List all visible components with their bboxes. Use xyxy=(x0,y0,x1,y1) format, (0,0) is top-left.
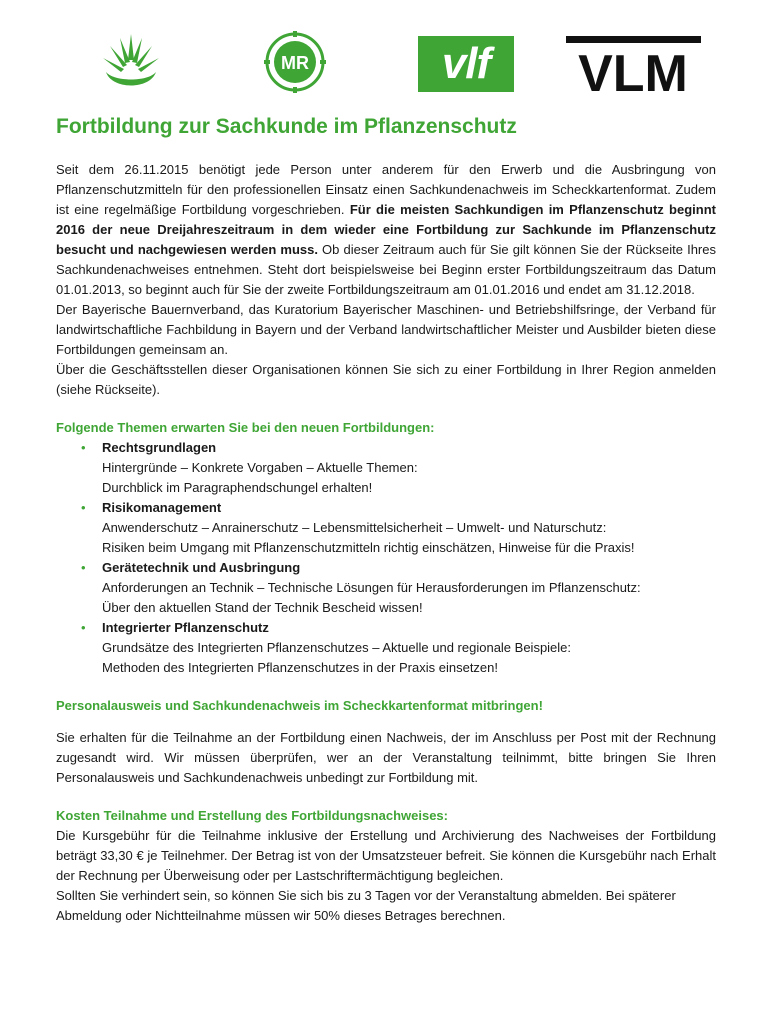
topic-title: Gerätetechnik und Ausbringung xyxy=(102,560,301,575)
intro-text-bold: Für die meisten Sachkundigen im Pflanzenschutz beginnt 2016 der neue Dreijahreszeitraum in dem wieder eine Fortbildung zur Sachkunde im Pflanzenschutz besucht und nachgewiesen werden muss. xyxy=(56,202,716,257)
registration-paragraph: Über die Geschäftsstellen dieser Organisationen können Sie sich zu einer Fortbildung in Ihrer Region anmelden (siehe Rückseite). xyxy=(56,362,716,397)
bullet-icon: • xyxy=(81,560,86,575)
cancellation-paragraph: Sollten Sie verhindert sein, so können Sie sich bis zu 3 Tagen vor der Veranstaltung abmelden. Bei späterer Abmeldung oder Nichtteilnahme müssen wir 50% dieses Betrages berechnen. xyxy=(56,888,676,923)
list-item xyxy=(56,438,716,498)
intro-text-b: Ob dieser Zeitraum auch für Sie gilt können Sie der Rückseite Ihres Sachkundenachweises entnehmen. Steht dort beispielsweise bei Beginn erster Fortbildungszeitraum das Datum 01.01.2013, so beginnt auch für Sie der zweite Fortbildungszeitraum am 01.01.2016 und endet am 31.12.2018. xyxy=(56,242,716,297)
intro-paragraph xyxy=(56,160,716,300)
vlf-logo-text: vlf xyxy=(441,39,491,88)
list-item xyxy=(56,618,716,678)
topic-line: Anwenderschutz – Anrainerschutz – Lebensmittelsicherheit – Umwelt- und Naturschutz: xyxy=(102,520,607,535)
list-item xyxy=(56,558,716,618)
list-item xyxy=(56,498,716,558)
mr-logo-icon xyxy=(264,30,326,94)
id-heading: Personalausweis und Sachkundenachweis im Scheckkartenformat mitbringen! xyxy=(56,698,543,713)
document-body xyxy=(56,114,716,926)
intro-text-a: Seit dem 26.11.2015 benötigt jede Person unter anderem für den Erwerb und die Ausbringung von Pflanzenschutzmitteln für den professionellen Einsatz einen Sachkundenachweis im Scheckkartenformat. Zudem ist eine regelmäßige Fortbildung vorgeschrieben. xyxy=(56,162,716,217)
bullet-icon: • xyxy=(81,500,86,515)
cost-paragraph: Die Kursgebühr für die Teilnahme inklusive der Erstellung und Archivierung des Nachweises der Fortbildung beträgt 33,30 € je Teilnehmer. Der Betrag ist von der Umsatzsteuer befreit. Sie können die Kursgebühr nach Erhalt der Rechnung per Überweisung oder per Lastschriftermächtigung begleichen. xyxy=(56,828,716,883)
topics-list xyxy=(56,438,716,678)
bbv-logo-icon xyxy=(100,30,162,94)
topic-line: Grundsätze des Integrierten Pflanzenschutzes – Aktuelle und regionale Beispiele: xyxy=(102,640,572,655)
topic-title: Integrierter Pflanzenschutz xyxy=(102,620,269,635)
vlf-logo xyxy=(418,36,514,92)
topic-line: Über den aktuellen Stand der Technik Bescheid wissen! xyxy=(102,600,423,615)
logo-bar xyxy=(0,30,770,100)
topic-title: Risikomanagement xyxy=(102,500,222,515)
bullet-icon: • xyxy=(81,620,86,635)
bullet-icon: • xyxy=(81,440,86,455)
topic-line: Durchblick im Paragraphendschungel erhalten! xyxy=(102,480,373,495)
vlm-logo-text: VLM xyxy=(578,45,688,94)
topic-line: Hintergründe – Konkrete Vorgaben – Aktuelle Themen: xyxy=(102,460,418,475)
topics-heading: Folgende Themen erwarten Sie bei den neuen Fortbildungen: xyxy=(56,420,435,435)
topic-line: Anforderungen an Technik – Technische Lösungen für Herausforderungen im Pflanzenschutz: xyxy=(102,580,641,595)
id-paragraph: Sie erhalten für die Teilnahme an der Fortbildung einen Nachweis, der im Anschluss per Post mit der Rechnung zugesandt wird. Wir müssen überprüfen, wer an der Veranstaltung teilnimmt, bitte bringen Sie Ihren Personalausweis und Sachkundenachweis unbedingt zur Fortbildung mit. xyxy=(56,730,716,785)
topic-line: Risiken beim Umgang mit Pflanzenschutzmitteln richtig einschätzen, Hinweise für die Praxis! xyxy=(102,540,635,555)
vlm-logo-icon xyxy=(566,36,701,94)
page-title: Fortbildung zur Sachkunde im Pflanzenschutz xyxy=(56,115,517,138)
mr-logo-text: MR xyxy=(281,53,309,73)
topic-title: Rechtsgrundlagen xyxy=(102,440,217,455)
topic-line: Methoden des Integrierten Pflanzenschutzes in der Praxis einsetzen! xyxy=(102,660,499,675)
cost-heading: Kosten Teilnahme und Erstellung des Fortbildungsnachweises: xyxy=(56,808,448,823)
organizations-paragraph: Der Bayerische Bauernverband, das Kuratorium Bayerischer Maschinen- und Betriebshilfsringe, der Verband für landwirtschaftliche Fachbildung in Bayern und der Verband landwirtschaftlicher Meister und Ausbilder bieten diese Fortbildungen gemeinsam an. xyxy=(56,302,716,357)
